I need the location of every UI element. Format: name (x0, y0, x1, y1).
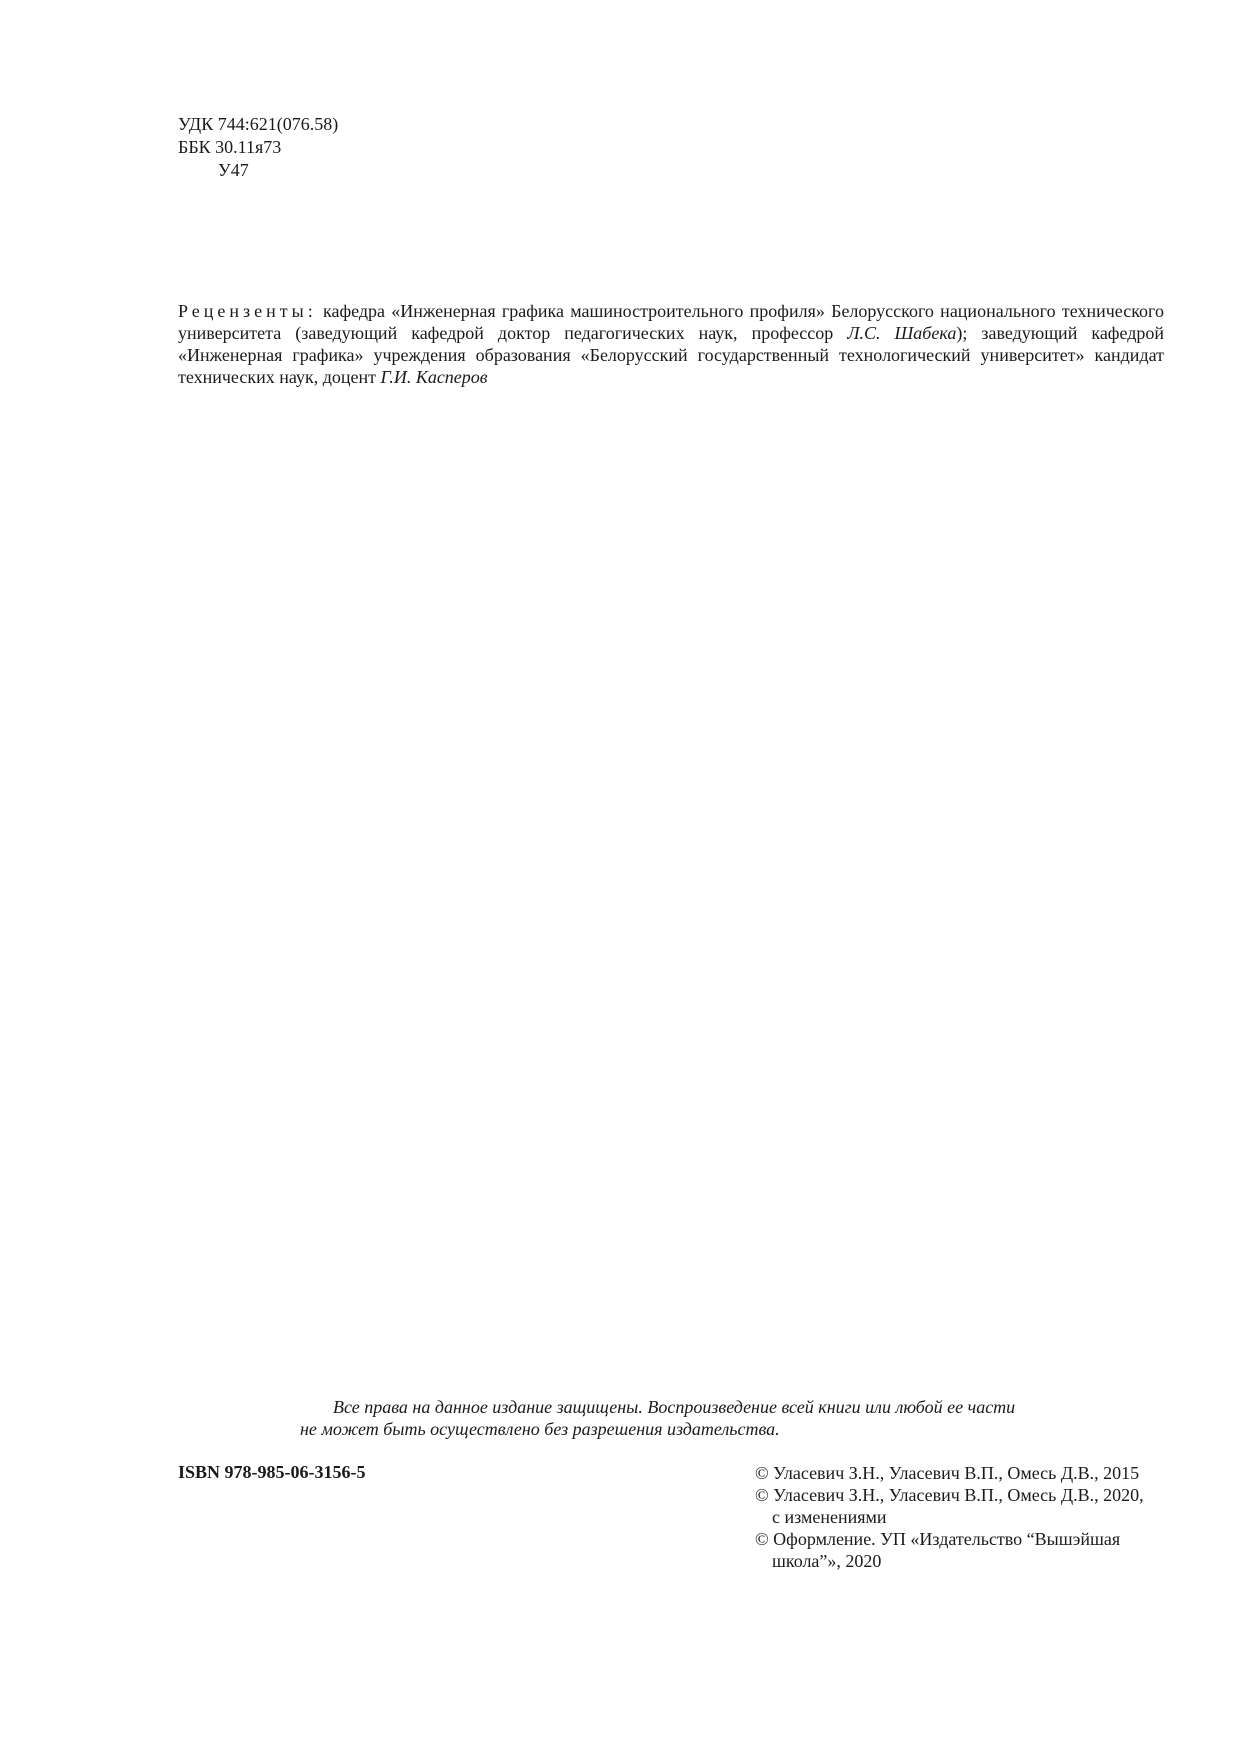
classification-block (178, 113, 338, 182)
reviewers-text-2: ); заведующий кафедрой «Инженерная графика» учреждения образования «Белорусский государственный технологический университет» кандидат технических наук, доцент (178, 323, 1165, 387)
copyright-entry (755, 1484, 1175, 1528)
reviewers-label: Рецензенты: (178, 301, 317, 321)
reviewers-text-1: кафедра «Инженерная графика машиностроительного профиля» Белорусского национального технического университета (заведующий кафедрой доктор педагогических наук, профессор (178, 301, 1164, 343)
reviewer-name-1: Л.С. Шабека (847, 323, 957, 343)
copyright-entry (755, 1462, 1175, 1484)
reviewers-paragraph (178, 300, 1164, 388)
copyright-entry (755, 1528, 1175, 1572)
author-mark: У47 (218, 160, 249, 180)
rights-notice (300, 1396, 1060, 1440)
bbk-code: ББК 30.11я73 (178, 137, 282, 157)
rights-line-2: не может быть осуществлено без разрешения издательства. (300, 1419, 780, 1439)
udc-code: УДК 744:621(076.58) (178, 114, 339, 134)
isbn: ISBN 978-985-06-3156-5 (178, 1462, 366, 1482)
copyright-line-continued: с изменениями (772, 1507, 887, 1527)
reviewer-name-2: Г.И. Касперов (380, 367, 488, 387)
copyright-line: © Уласевич З.Н., Уласевич В.П., Омесь Д.В., 2015 (755, 1463, 1140, 1483)
copyright-block (755, 1462, 1175, 1572)
rights-line-1: Все права на данное издание защищены. Воспроизведение всей книги или любой ее части (333, 1397, 1016, 1417)
copyright-line: © Уласевич З.Н., Уласевич В.П., Омесь Д.В., 2020, (755, 1485, 1144, 1505)
copyright-line: © Оформление. УП «Издательство “Вышэйшая (755, 1529, 1121, 1549)
copyright-line-continued: школа”», 2020 (772, 1551, 882, 1571)
